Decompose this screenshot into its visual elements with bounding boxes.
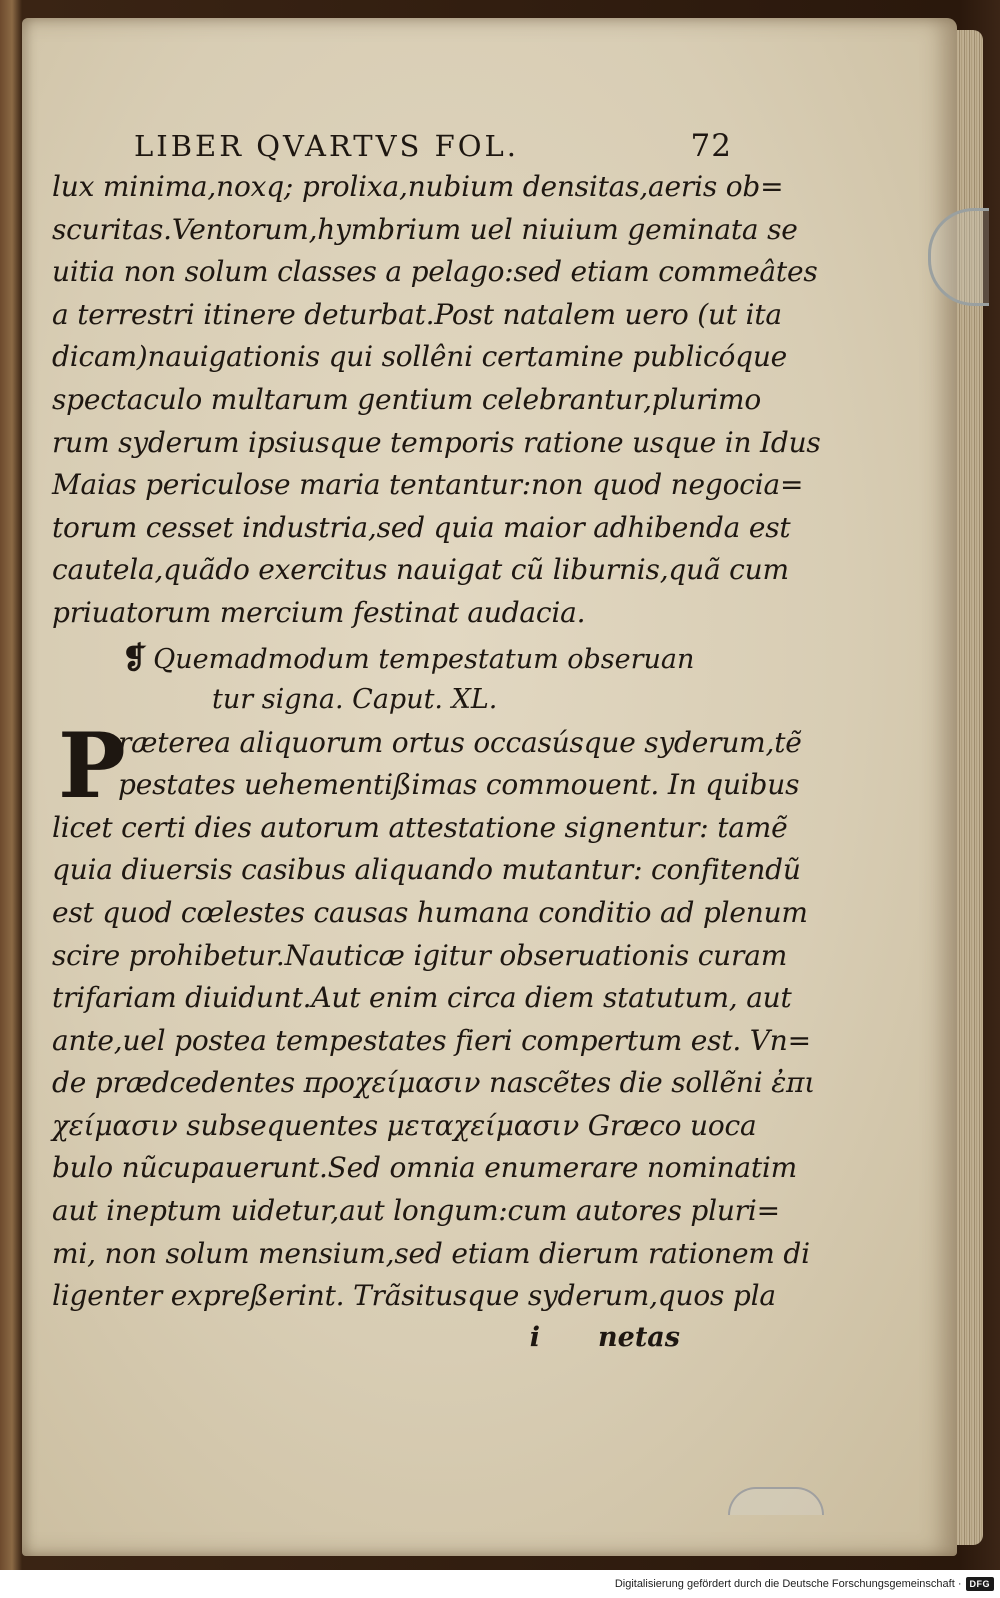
text-line: mi, non solum mensium,sed etiam dierum rationem di bbox=[52, 1236, 810, 1270]
text-line: χείμασιν subsequentes μεταχείμασιν Græco uoca bbox=[52, 1108, 757, 1142]
paragraph-1 bbox=[52, 166, 821, 635]
text-line: bulo nũcupauerunt.Sed omnia enumerare nominatim bbox=[52, 1151, 798, 1185]
signature-mark: i bbox=[529, 1321, 541, 1353]
page-number: 72 bbox=[690, 128, 732, 164]
text-line: Maias periculose maria tentantur:non quod negocia= bbox=[52, 468, 804, 502]
paragraph-2 bbox=[52, 712, 816, 1318]
catchword-line bbox=[52, 1318, 732, 1358]
footer-credit: Digitalisierung gefördert durch die Deutsche Forschungsgemeinschaft · bbox=[614, 1578, 962, 1590]
page-text bbox=[52, 128, 821, 1358]
text-line: ræterea aliquorum ortus occasúsque syderum,tẽ bbox=[118, 725, 802, 759]
text-line: uitia non solum classes a pelago:sed etiam commeâtes bbox=[52, 255, 818, 289]
text-line: ligenter expreßerint. Trãsitusque syderum,quos pla bbox=[52, 1279, 776, 1313]
text-line: aut ineptum uidetur,aut longum:cum autores pluri= bbox=[52, 1194, 780, 1228]
pilcrow-icon: ❡ bbox=[122, 640, 148, 676]
text-line: cautela,quãdo exercitus nauigat cũ liburnis,quã cum bbox=[52, 553, 789, 587]
text-line: quia diuersis casibus aliquando mutantur: confitendũ bbox=[52, 853, 801, 887]
digitization-footer bbox=[0, 1570, 1000, 1598]
text-line: torum cesset industria,sed quia maior adhibenda est bbox=[52, 510, 791, 544]
text-line: scuritas.Ventorum,hymbrium uel niuium geminata se bbox=[52, 212, 798, 246]
text-line: a terrestri itinere deturbat.Post natalem uero (ut ita bbox=[52, 297, 782, 331]
text-line: priuatorum mercium festinat audacia. bbox=[52, 595, 586, 629]
dfg-logo: DFG bbox=[966, 1577, 995, 1591]
text-line: scire prohibetur.Nauticæ igitur obseruationis curam bbox=[52, 938, 788, 972]
text-line: pestates uehementißimas commouent. In quibus bbox=[118, 768, 800, 802]
text-line: ante,uel postea tempestates fieri compertum est. Vn= bbox=[52, 1023, 811, 1057]
catchword: netas bbox=[598, 1321, 680, 1353]
text-line: licet certi dies autorum attestatione signentur: tamẽ bbox=[52, 810, 788, 844]
caption-line-2: tur signa. Caput. XL. bbox=[212, 683, 498, 715]
chapter-caption bbox=[52, 639, 732, 720]
page-clip-bottom bbox=[728, 1487, 824, 1515]
drop-capital: P bbox=[58, 712, 126, 819]
text-line: rum syderum ipsiusque temporis ratione usque in Idus bbox=[52, 425, 821, 459]
text-line: est quod cœlestes causas humana conditio ad plenum bbox=[52, 895, 808, 929]
caption-line-1 bbox=[52, 639, 732, 680]
text-line: dicam)nauigationis qui sollêni certamine publicóque bbox=[52, 340, 788, 374]
running-title: LIBER QVARTVS FOL. bbox=[134, 129, 520, 163]
text-line: trifariam diuidunt.Aut enim circa diem statutum, aut bbox=[52, 981, 792, 1015]
text-line: lux minima,noxq; prolixa,nubium densitas,aeris ob= bbox=[52, 170, 784, 203]
text-line: de prædcedentes προχείμασιν nascẽtes die sollẽni ἐπι bbox=[52, 1066, 816, 1100]
running-header bbox=[52, 128, 732, 164]
caption-text-1: Quemadmodum tempestatum obseruan bbox=[153, 643, 695, 675]
text-line: spectaculo multarum gentium celebrantur,plurimo bbox=[52, 382, 762, 416]
